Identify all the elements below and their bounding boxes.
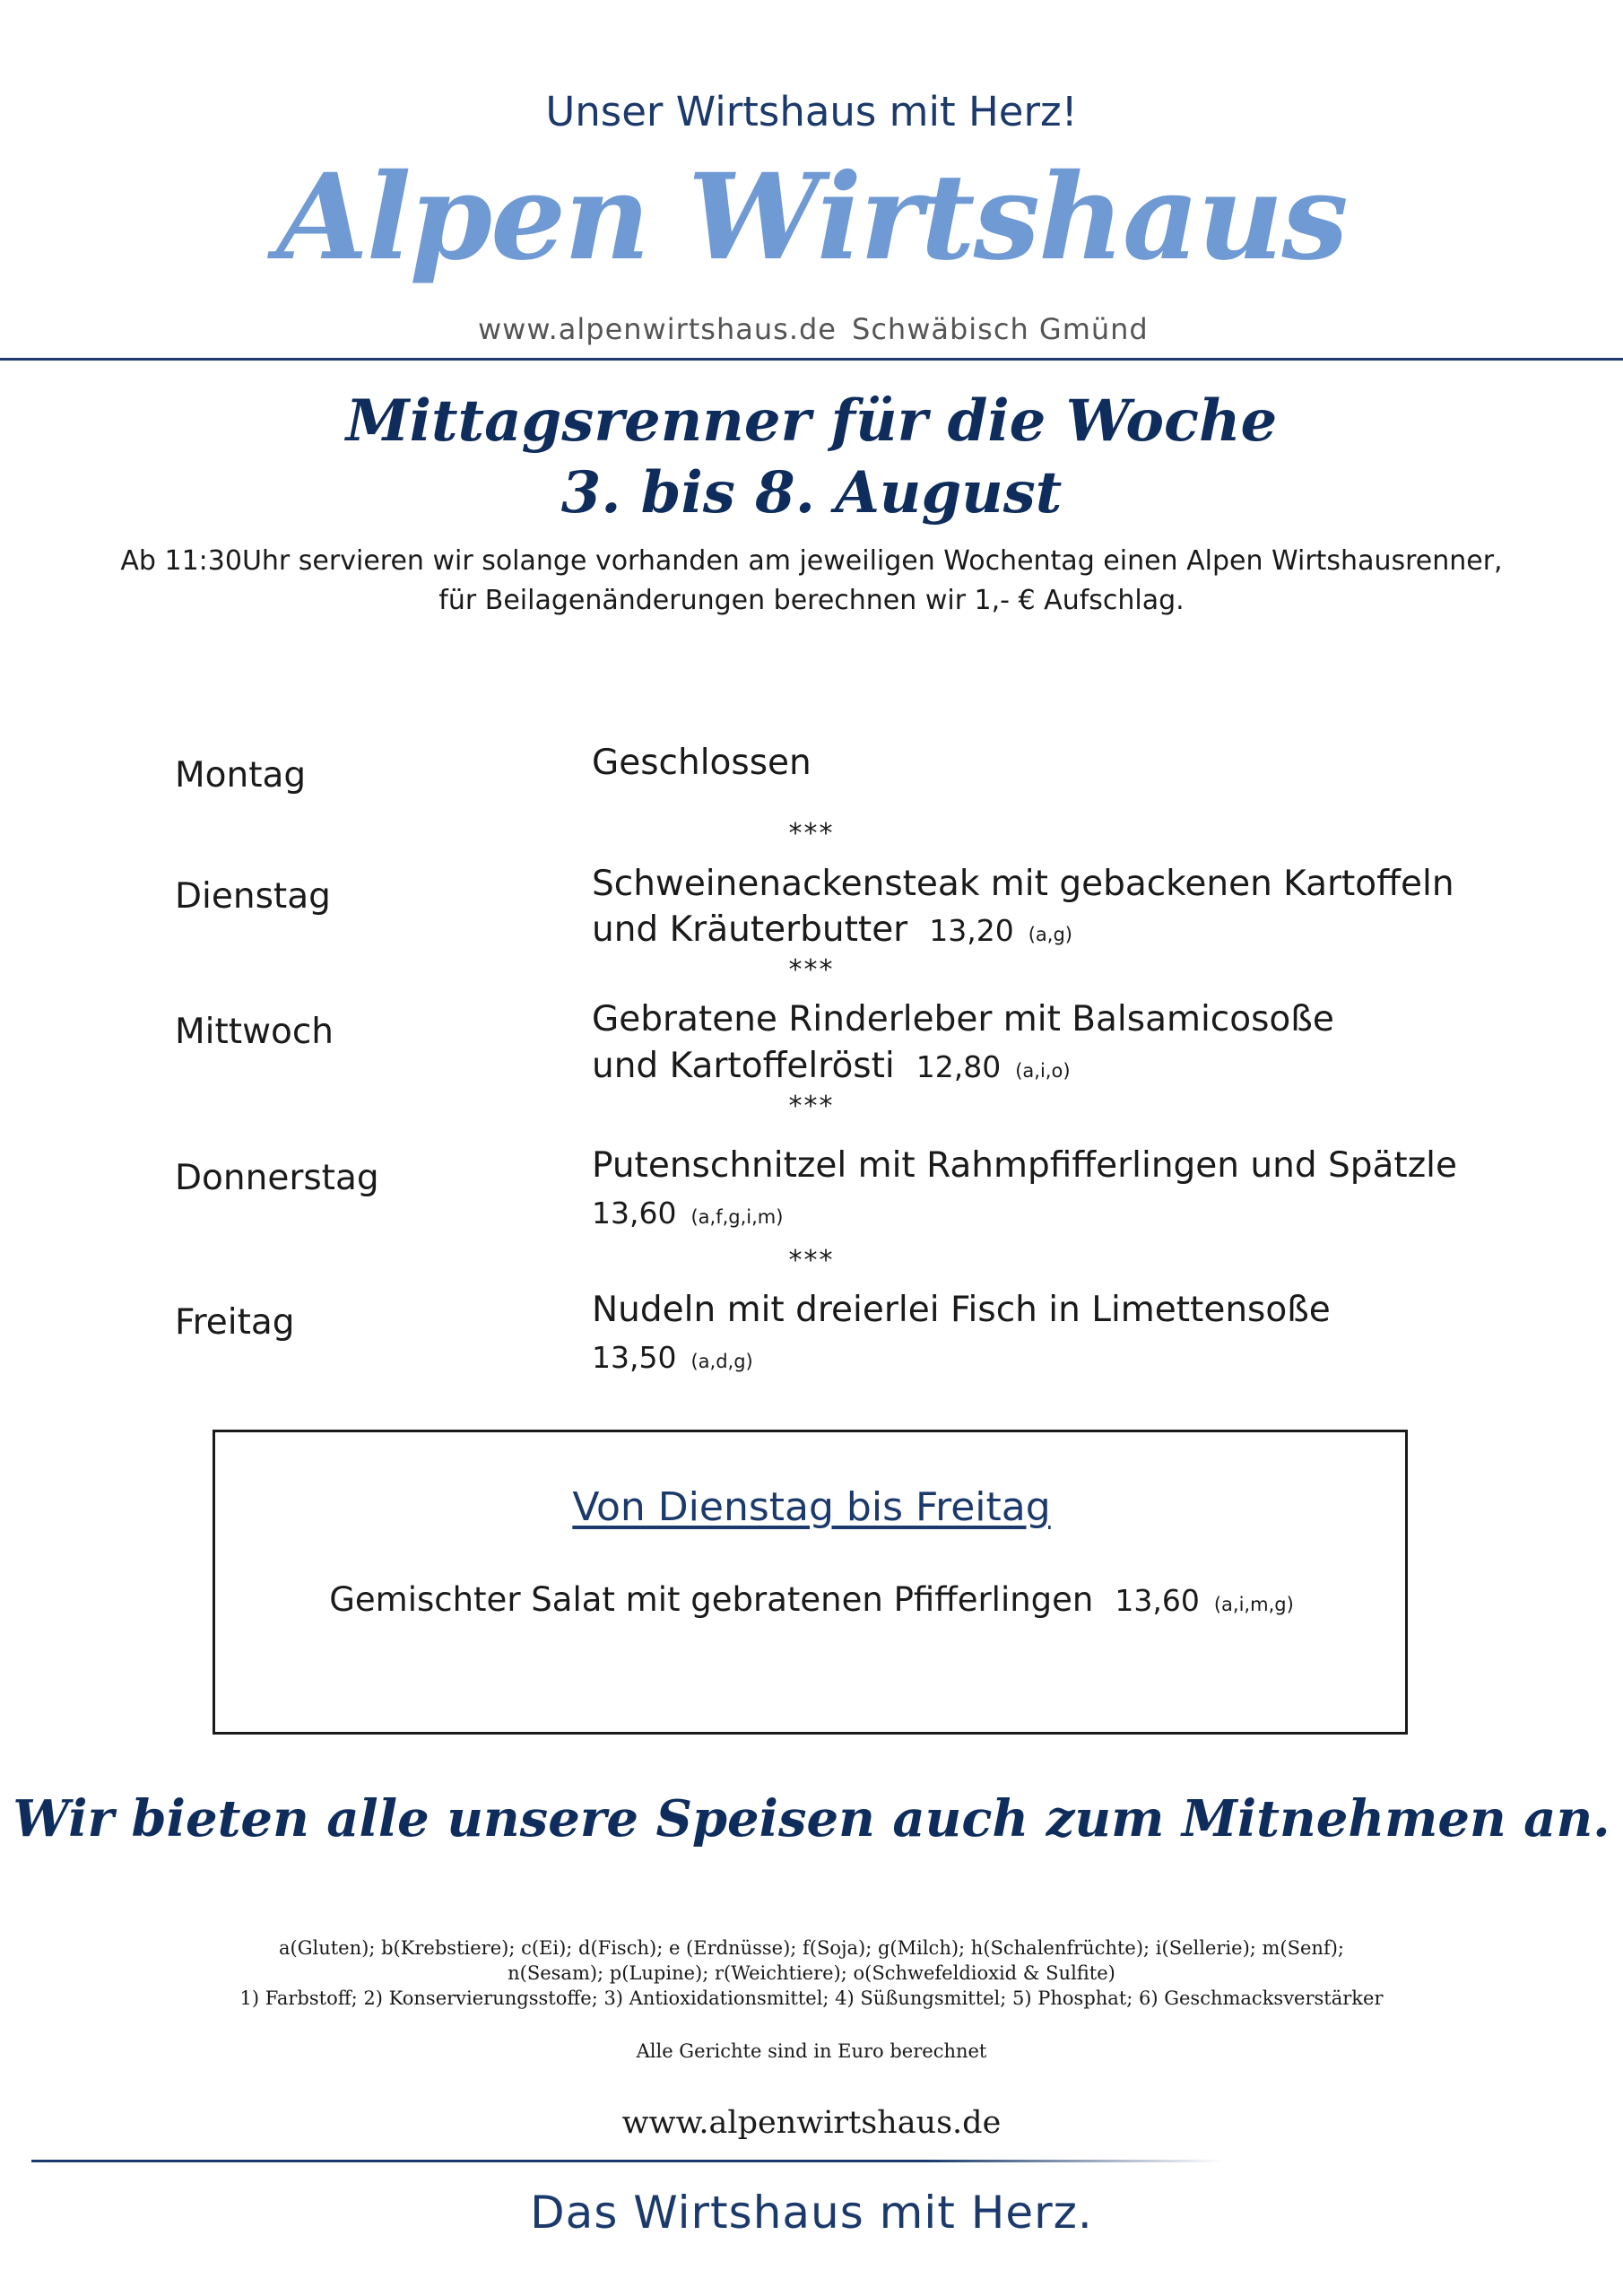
currency-note: Alle Gerichte sind in Euro berechnet [636, 2040, 987, 2062]
separator: *** [788, 954, 835, 986]
footer-slogan: Das Wirtshaus mit Herz. [530, 2187, 1093, 2239]
dish-tuesday-text: und Kräuterbutter [592, 909, 908, 950]
dish-friday-line-2 [592, 1340, 753, 1375]
allergens-tuesday: (a,g) [1028, 924, 1072, 945]
allergen-legend-line-1: a(Gluten); b(Krebstiere); c(Ei); d(Fisch); e (Erdnüsse); f(Soja); g(Milch); h(Schalenfrüchte); i(Sellerie); m(Senf); [279, 1937, 1344, 1959]
header-city: Schwäbisch Gmünd [852, 312, 1149, 346]
special-dish: Gemischter Salat mit gebratenen Pfifferlingen [329, 1580, 1094, 1619]
intro-line-1: Ab 11:30Uhr servieren wir solange vorhanden am jeweiligen Wochentag einen Alpen Wirtshausrenner, [120, 545, 1503, 577]
dish-tuesday-line-2 [592, 909, 1072, 950]
allergens-wednesday: (a,i,o) [1015, 1060, 1071, 1082]
dish-thursday-line-2 [592, 1196, 783, 1231]
separator: *** [788, 1091, 835, 1122]
tagline: Unser Wirtshaus mit Herz! [545, 88, 1078, 135]
allergen-legend-line-2: n(Sesam); p(Lupine); r(Weichtiere); o(Schwefeldioxid & Sulfite) [508, 1962, 1115, 1984]
intro-line-2: für Beilagenänderungen berechnen wir 1,- € Aufschlag. [438, 585, 1185, 616]
day-wednesday: Mittwoch [175, 1012, 334, 1052]
dish-thursday-line-1: Putenschnitzel mit Rahmpfifferlingen und Spätzle [592, 1145, 1458, 1186]
dish-tuesday-line-1: Schweinenackensteak mit gebackenen Kartoffeln [592, 864, 1454, 904]
allergens-thursday: (a,f,g,i,m) [690, 1206, 784, 1228]
dish-monday: Geschlossen [592, 743, 812, 783]
allergens-friday: (a,d,g) [690, 1351, 753, 1372]
dish-friday-line-1: Nudeln mit dreierlei Fisch in Limettensoße [592, 1290, 1331, 1330]
logo: Alpen Wirtshaus [276, 148, 1347, 287]
separator: *** [788, 1245, 835, 1276]
day-tuesday: Dienstag [175, 876, 331, 917]
special-allergens: (a,i,m,g) [1213, 1594, 1294, 1615]
footer-website[interactable]: www.alpenwirtshaus.de [621, 2105, 1002, 2141]
dish-wednesday-line-2 [592, 1046, 1071, 1086]
price-wednesday: 12,80 [916, 1049, 1002, 1084]
day-friday: Freitag [175, 1302, 295, 1343]
additives-legend: 1) Farbstoff; 2) Konservierungsstoffe; 3) Antioxidationsmittel; 4) Süßungsmittel; 5) Phosphat; 6) Geschmacksverstärker [239, 1987, 1384, 2009]
special-price: 13,60 [1115, 1583, 1200, 1618]
separator: *** [788, 818, 835, 849]
header-divider [0, 358, 1623, 361]
price-tuesday: 13,20 [929, 913, 1014, 948]
price-thursday: 13,60 [592, 1196, 677, 1231]
day-monday: Montag [175, 755, 307, 796]
takeaway-note: Wir bieten alle unsere Speisen auch zum Mitnehmen an. [13, 1789, 1610, 1848]
special-title: Von Dienstag bis Freitag [572, 1484, 1051, 1530]
headline-title: Mittagsrenner für die Woche [345, 387, 1278, 455]
dish-wednesday-text: und Kartoffelrösti [592, 1046, 895, 1086]
special-dish-line [0, 1580, 1623, 1619]
price-friday: 13,50 [592, 1340, 677, 1375]
footer-divider [31, 2160, 1224, 2162]
dish-wednesday-line-1: Gebratene Rinderleber mit Balsamicosoße [592, 999, 1334, 1039]
header-website[interactable]: www.alpenwirtshaus.de [478, 312, 837, 346]
day-thursday: Donnerstag [175, 1158, 379, 1198]
headline-dates: 3. bis 8. August [560, 459, 1063, 526]
